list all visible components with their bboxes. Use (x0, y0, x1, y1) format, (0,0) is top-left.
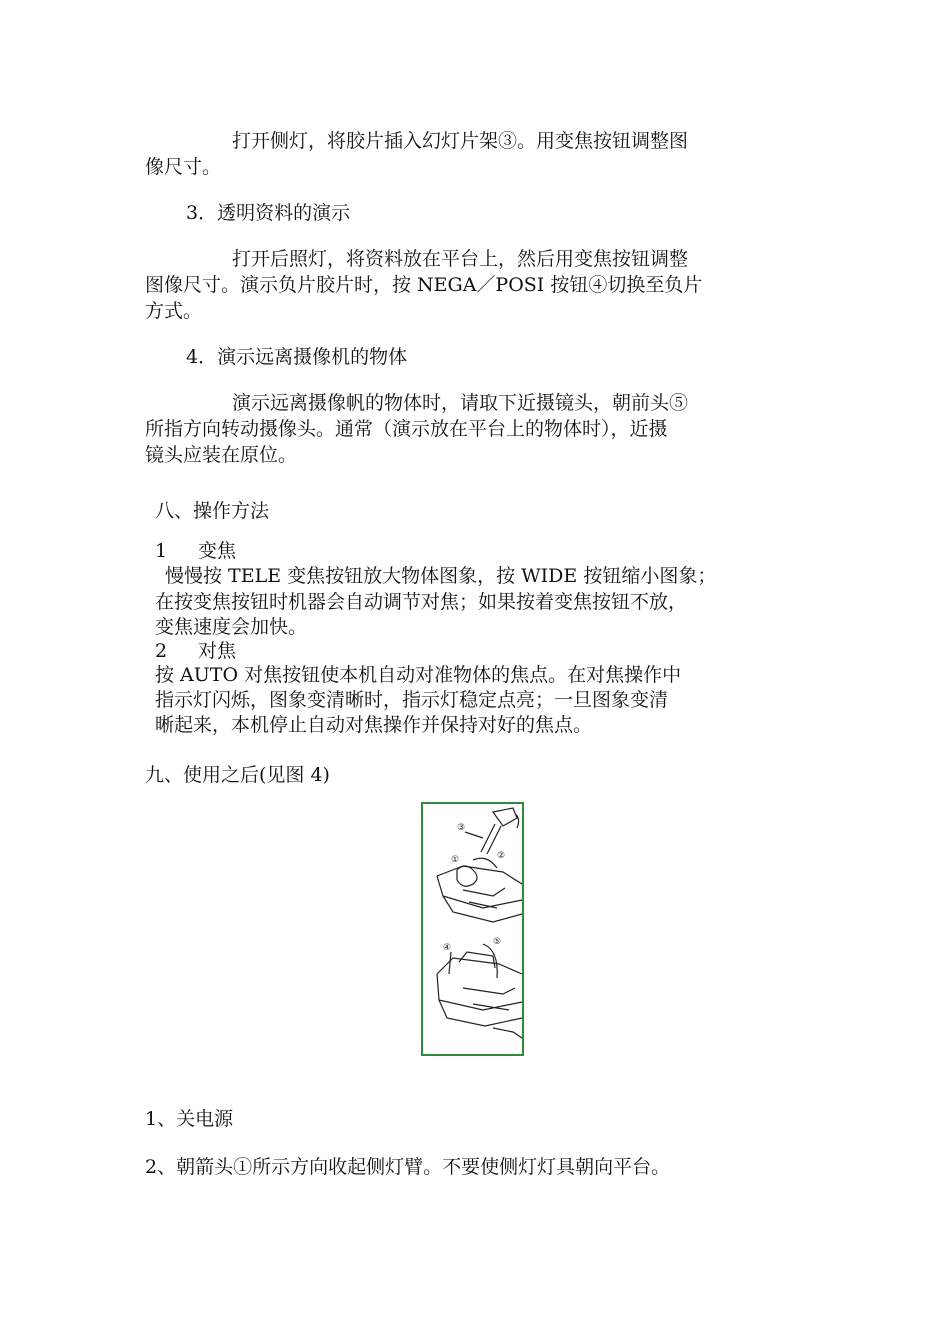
para-remote-line1: 演示远离摄像帆的物体时，请取下近摄镜头，朝前头⑤ (232, 392, 689, 414)
step-2: 2、朝箭头①所示方向收起侧灯臂。不要使侧灯灯具朝向平台。 (145, 1156, 671, 1178)
zoom-number: 1 (155, 540, 168, 562)
para-slide-line1: 打开侧灯，将胶片插入幻灯片架③。用变焦按钮调整图 (232, 130, 689, 152)
focus-line2: 指示灯闪烁，图象变清晰时，指示灯稳定点亮；一旦图象变清 (155, 689, 669, 711)
para-slide-line2: 像尺寸。 (145, 156, 222, 178)
para-transparent-line2: 图像尺寸。演示负片胶片时，按 NEGA／POSI 按钮④切换至负片 (145, 274, 703, 296)
focus-line3: 晰起来，本机停止自动对焦操作并保持对好的焦点。 (155, 714, 593, 736)
figure-label-1: ① (451, 855, 460, 865)
figure-label-4: ④ (443, 943, 452, 953)
section-8-heading: 八、操作方法 (155, 500, 270, 522)
para-remote-line3: 镜头应装在原位。 (145, 444, 298, 466)
zoom-line1: 慢慢按 TELE 变焦按钮放大物体图象，按 WIDE 按钮缩小图象； (165, 565, 717, 587)
zoom-line3: 变焦速度会加快。 (155, 616, 308, 638)
focus-line1: 按 AUTO 对焦按钮使本机自动对准物体的焦点。在对焦操作中 (155, 664, 682, 686)
para-remote-line2: 所指方向转动摄像头。通常（演示放在平台上的物体时），近摄 (145, 418, 668, 440)
projector-line-drawing (423, 804, 522, 1054)
figure-label-2: ② (497, 851, 506, 861)
heading-3: 3．透明资料的演示 (186, 202, 351, 224)
zoom-line2: 在按变焦按钮时机器会自动调节对焦；如果按着变焦按钮不放， (155, 591, 688, 613)
para-transparent-line3: 方式。 (145, 300, 203, 322)
figure-4-diagram (421, 802, 524, 1056)
figure-label-5: ⑤ (493, 937, 502, 947)
step-1: 1、关电源 (145, 1108, 234, 1130)
heading-4: 4．演示远离摄像机的物体 (186, 346, 408, 368)
focus-title: 对焦 (198, 640, 237, 662)
zoom-title: 变焦 (198, 540, 237, 562)
figure-label-3: ③ (457, 823, 466, 833)
section-9-heading: 九、使用之后(见图 4) (145, 764, 330, 786)
focus-number: 2 (155, 640, 168, 662)
para-transparent-line1: 打开后照灯，将资料放在平台上，然后用变焦按钮调整 (232, 248, 689, 270)
